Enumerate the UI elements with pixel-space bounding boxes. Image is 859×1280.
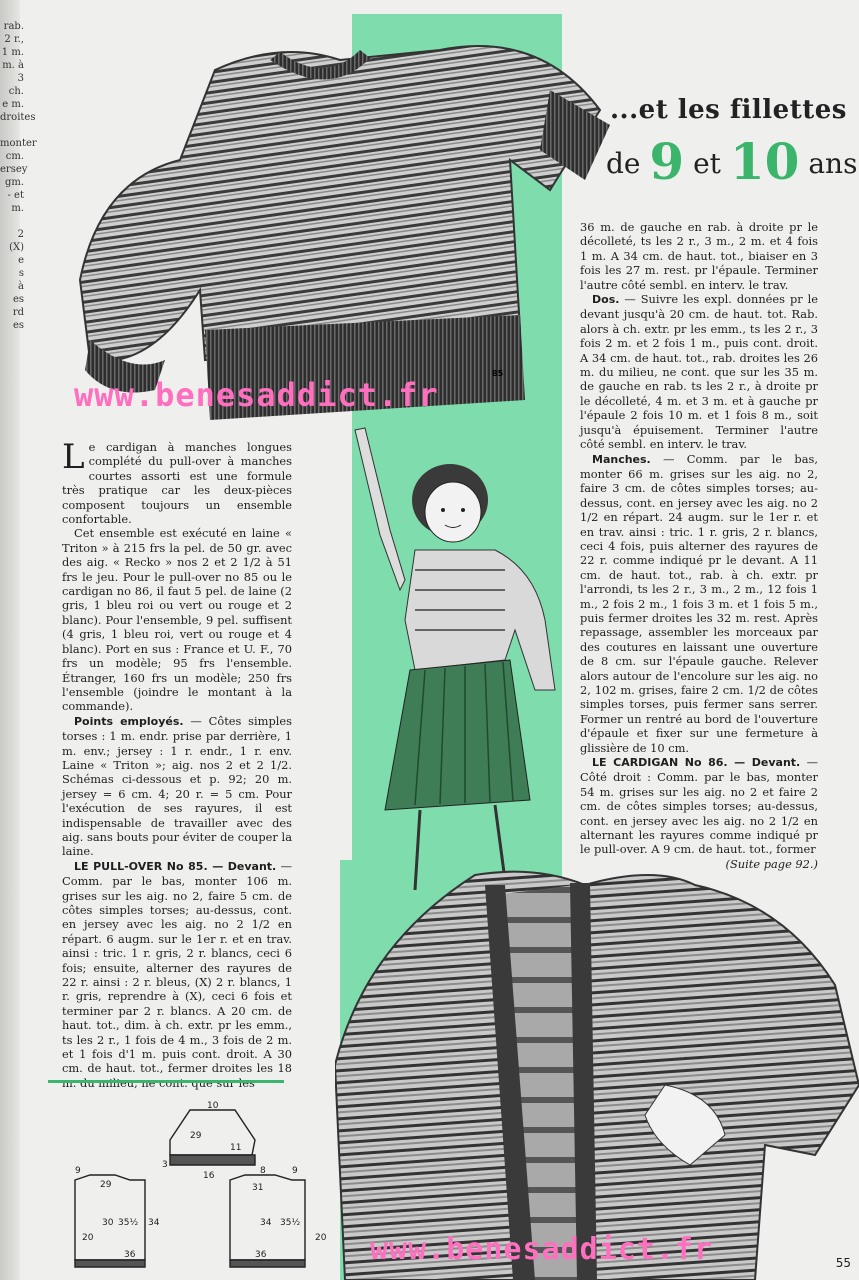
pullover-paragraph <box>62 859 292 1091</box>
dim-front-base: 36 <box>124 1250 136 1260</box>
left-fragment-line: es <box>12 294 24 305</box>
dim-back-shoulder: 9 <box>292 1166 298 1176</box>
back-text: — Suivre les expl. données pr le devant jusqu'à 20 cm. de haut. tot. Rab. alors à ch. extr. pr les emm., ts les 2 r., 3 fois 2 m. et 2 fois 1 m., puis cont. droit. A 34 cm. de haut. tot., rab. droites les 26 m. du milieu, ne cont. que sur les 35 m. de gauche en rab. ts les 2 r., à droite pr le décolleté, 4 m. et 3 m. et à gauche pr l'épaule 2 fois 10 m. et 1 fois 8 m., soit jusqu'à épuisement. Terminer l'autre côté sembl. en interv. le trav. <box>580 292 818 452</box>
intro-paragraph <box>62 437 292 527</box>
dim-sleeve-width: 29 <box>190 1131 202 1141</box>
watermark-top: www.benesaddict.fr <box>74 376 439 414</box>
cardigan-heading: LE CARDIGAN No 86. — Devant. <box>592 756 801 770</box>
points-paragraph <box>62 714 292 859</box>
watermark-bottom: www.benesaddict.fr <box>370 1232 714 1267</box>
points-text: — Côtes simples torses : 1 m. endr. prise par derrière, 1 m. env.; jersey : 1 r. endr., 1 r. env. Laine « Triton »; aig. nos 2 et 2 1/2. Schémas ci-dessous et p. 92; 20 m. jersey = 6 cm. 4; 20 r. = 5 cm. Pour l'exécution de ses rayures, il est indispensable de travailler avec des aig. sans bouts pour éviter de couper la laine. <box>62 713 292 859</box>
dim-back-base: 36 <box>255 1250 267 1260</box>
text-column-left <box>62 437 292 1090</box>
left-fragment-line: e m. <box>2 99 24 110</box>
dim-back-20: 20 <box>315 1233 327 1243</box>
left-fragment-line: m. à <box>2 60 24 71</box>
cardigan-86-photo <box>335 865 859 1280</box>
left-fragment-line: rab. <box>3 21 24 32</box>
dim-front-35: 35½ <box>118 1218 139 1228</box>
dim-front-width: 29 <box>100 1180 112 1190</box>
pullover-text: — Comm. par le bas, monter 106 m. grises sur les aig. no 2, faire 5 cm. de côtes simples torses; au-dessus, cont. en jersey avec les aig. no 2 1/2 en répart. 6 augm. sur le 1er r. et en trav. ainsi : tric. 1 r. gris, 2 r. blancs, ceci 6 fois; ensuite, alterner des rayures de 22 r. ainsi : 2 r. bleus, (X) 2 r. blancs, 1 r. gris, reprendre à (X), ceci 6 fois et terminer par 2 r. blancs. A 20 cm. de haut. tot., dim. à ch. extr. pr les emm., ts les 2 r., 1 fois de 4 m., 3 fois de 2 m. et 1 fois d'1 m. puis cont. droit. A 30 cm. de haut. tot., fermer droites les 18 <box>62 858 292 1076</box>
points-heading: Points employés. <box>74 714 184 728</box>
back-heading: Dos. <box>592 293 620 307</box>
sleeves-text: — Comm. par le bas, monter 66 m. grises sur les aig. no 2, faire 3 cm. de côtes simples torses; au-dessus, cont. en jersey avec les aig. no 2 1/2 en répart. 24 augm. sur le 1er r. et en trav. ainsi : tric. 1 r. gris, 2 r. blancs, ceci 4 fois, puis alterner des rayures de 22 r. comme indiqué pr le devant. A 11 cm. de haut. tot., rab. à ch. extr. pr l'arrondi, ts les 2 r., 3 m., 2 m., 12 fois 1 m., 2 fois 2 m., 1 fois 3 m. et 1 fois 5 m., puis fermer droites les 32 m. rest. Après repassage, assembler les morceaux par des coutures en laissant une ouverture de 8 cm. sur l'épaule gauche. Relever alors autour de l'encolure sur les aig. no 2, 102 m. grises, faire 2 cm. 1/2 de côtes simples torses, puis fermer sans serrer. Former un rentré au bord de l'ouverture d'épaule et fixer sur une fermeture à glissière de 10 cm. <box>580 451 818 755</box>
left-fragment-line: - et <box>7 190 24 201</box>
cardigan-text: — Côté droit : Comm. par le bas, monter 54 m. grises sur les aig. no 2 et faire 2 cm. de côtes simples torses; au-dessus, cont. en jersey avec les aig. no 2 1/2 en alternant les rayures comme indiqué pr le pull-over. A 9 cm. de haut. tot., former <box>580 755 818 857</box>
left-fragment-line <box>0 215 24 228</box>
left-fragment-line <box>0 124 24 137</box>
dim-back-34: 34 <box>260 1218 272 1228</box>
pattern-schematic <box>20 1095 350 1275</box>
girl-illustration <box>345 420 575 890</box>
dim-back-neck: 8 <box>260 1166 266 1176</box>
left-fragment-line: droites <box>0 112 36 123</box>
page-number: 55 <box>835 1256 851 1270</box>
dim-sleeve-base: 16 <box>203 1171 215 1181</box>
left-fragment-line: gm. <box>4 177 24 188</box>
left-fragment-line: cm. <box>5 151 24 162</box>
dim-front-30: 30 <box>102 1218 114 1228</box>
title-age-10: 10 <box>729 132 800 191</box>
sleeves-paragraph <box>580 452 818 756</box>
left-fragment-line: m. <box>11 203 24 214</box>
left-page-fragment <box>0 20 37 332</box>
dim-sleeve-top: 10 <box>207 1101 219 1111</box>
left-fragment-line: (X) <box>9 242 24 253</box>
left-fragment-line: 3 ch. <box>8 73 24 97</box>
title-line-1: ...et les fillettes <box>610 95 847 125</box>
cardigan-paragraph <box>580 755 818 857</box>
left-fragment-line: rd <box>12 307 24 318</box>
dim-sleeve-cuff: 3 <box>162 1160 168 1170</box>
title-age-9: 9 <box>649 132 685 191</box>
title-line-2 <box>606 132 857 191</box>
materials-paragraph: Cet ensemble est exécuté en laine « Triton » à 215 frs la pel. de 50 gr. avec des aig. « Recko » nos 2 et 2 1/2 à 51 frs le jeu. Pour le pull-over no 85 ou le cardigan no 86, il faut 5 pel. de laine (2 gris, 1 bleu roi ou vert ou rouge et 2 blanc). Pour l'ensemble, 9 pel. suffisent (4 gris, 1 bleu roi, vert ou rouge et 4 blanc). Port en sus : France et U. F., 70 frs un modèle; 95 frs l'ensemble. Étranger, 160 frs un modèle; 250 frs l'ensemble (joindre le montant à la commande). <box>62 526 292 714</box>
title-de: de <box>606 147 641 180</box>
left-fragment-line: 1 m. <box>1 47 24 58</box>
sleeves-heading: Manches. <box>592 452 651 466</box>
dim-back-width: 31 <box>252 1183 264 1193</box>
left-fragment-line: 2 <box>17 229 24 240</box>
drop-cap: L <box>62 437 85 477</box>
left-fragment-line: e <box>18 255 24 266</box>
front-continued: 36 m. de gauche en rab. à droite pr le décolleté, ts les 2 r., 3 m., 2 m. et 4 fois 1 m. A 34 cm. de haut. tot., biaiser en 3 fois les 27 m. rest. pr l'épaule. Terminer l'autre côté sembl. en interv. le trav. <box>580 220 818 292</box>
green-rule <box>48 1080 284 1083</box>
title-ans: ans <box>808 147 858 180</box>
dim-front-20: 20 <box>82 1233 94 1243</box>
title-et: et <box>693 147 721 180</box>
left-fragment-line: monter <box>0 138 37 149</box>
text-column-right <box>580 220 818 871</box>
continued-note: (Suite page 92.) <box>725 856 818 871</box>
left-fragment-line: ersey <box>0 164 28 175</box>
dim-sleeve-cap: 11 <box>230 1143 242 1153</box>
dim-front-34: 34 <box>148 1218 160 1228</box>
left-fragment-line: à <box>18 281 24 292</box>
pullover-heading: LE PULL-OVER No 85. — Devant. <box>74 859 277 873</box>
figure-number-85: 85 <box>492 369 504 378</box>
left-fragment-line: 2 r., <box>4 34 24 45</box>
left-fragment-line: s <box>18 268 24 279</box>
dim-back-35: 35½ <box>280 1218 301 1228</box>
back-paragraph <box>580 292 818 451</box>
left-fragment-line: es <box>12 320 24 331</box>
intro-text: e cardigan à manches longues complété du pull-over à manches courtes assorti est une formule très pratique car les deux-pièces composent toujours un ensemble confortable. <box>62 440 292 527</box>
dim-front-shoulder: 9 <box>75 1166 81 1176</box>
